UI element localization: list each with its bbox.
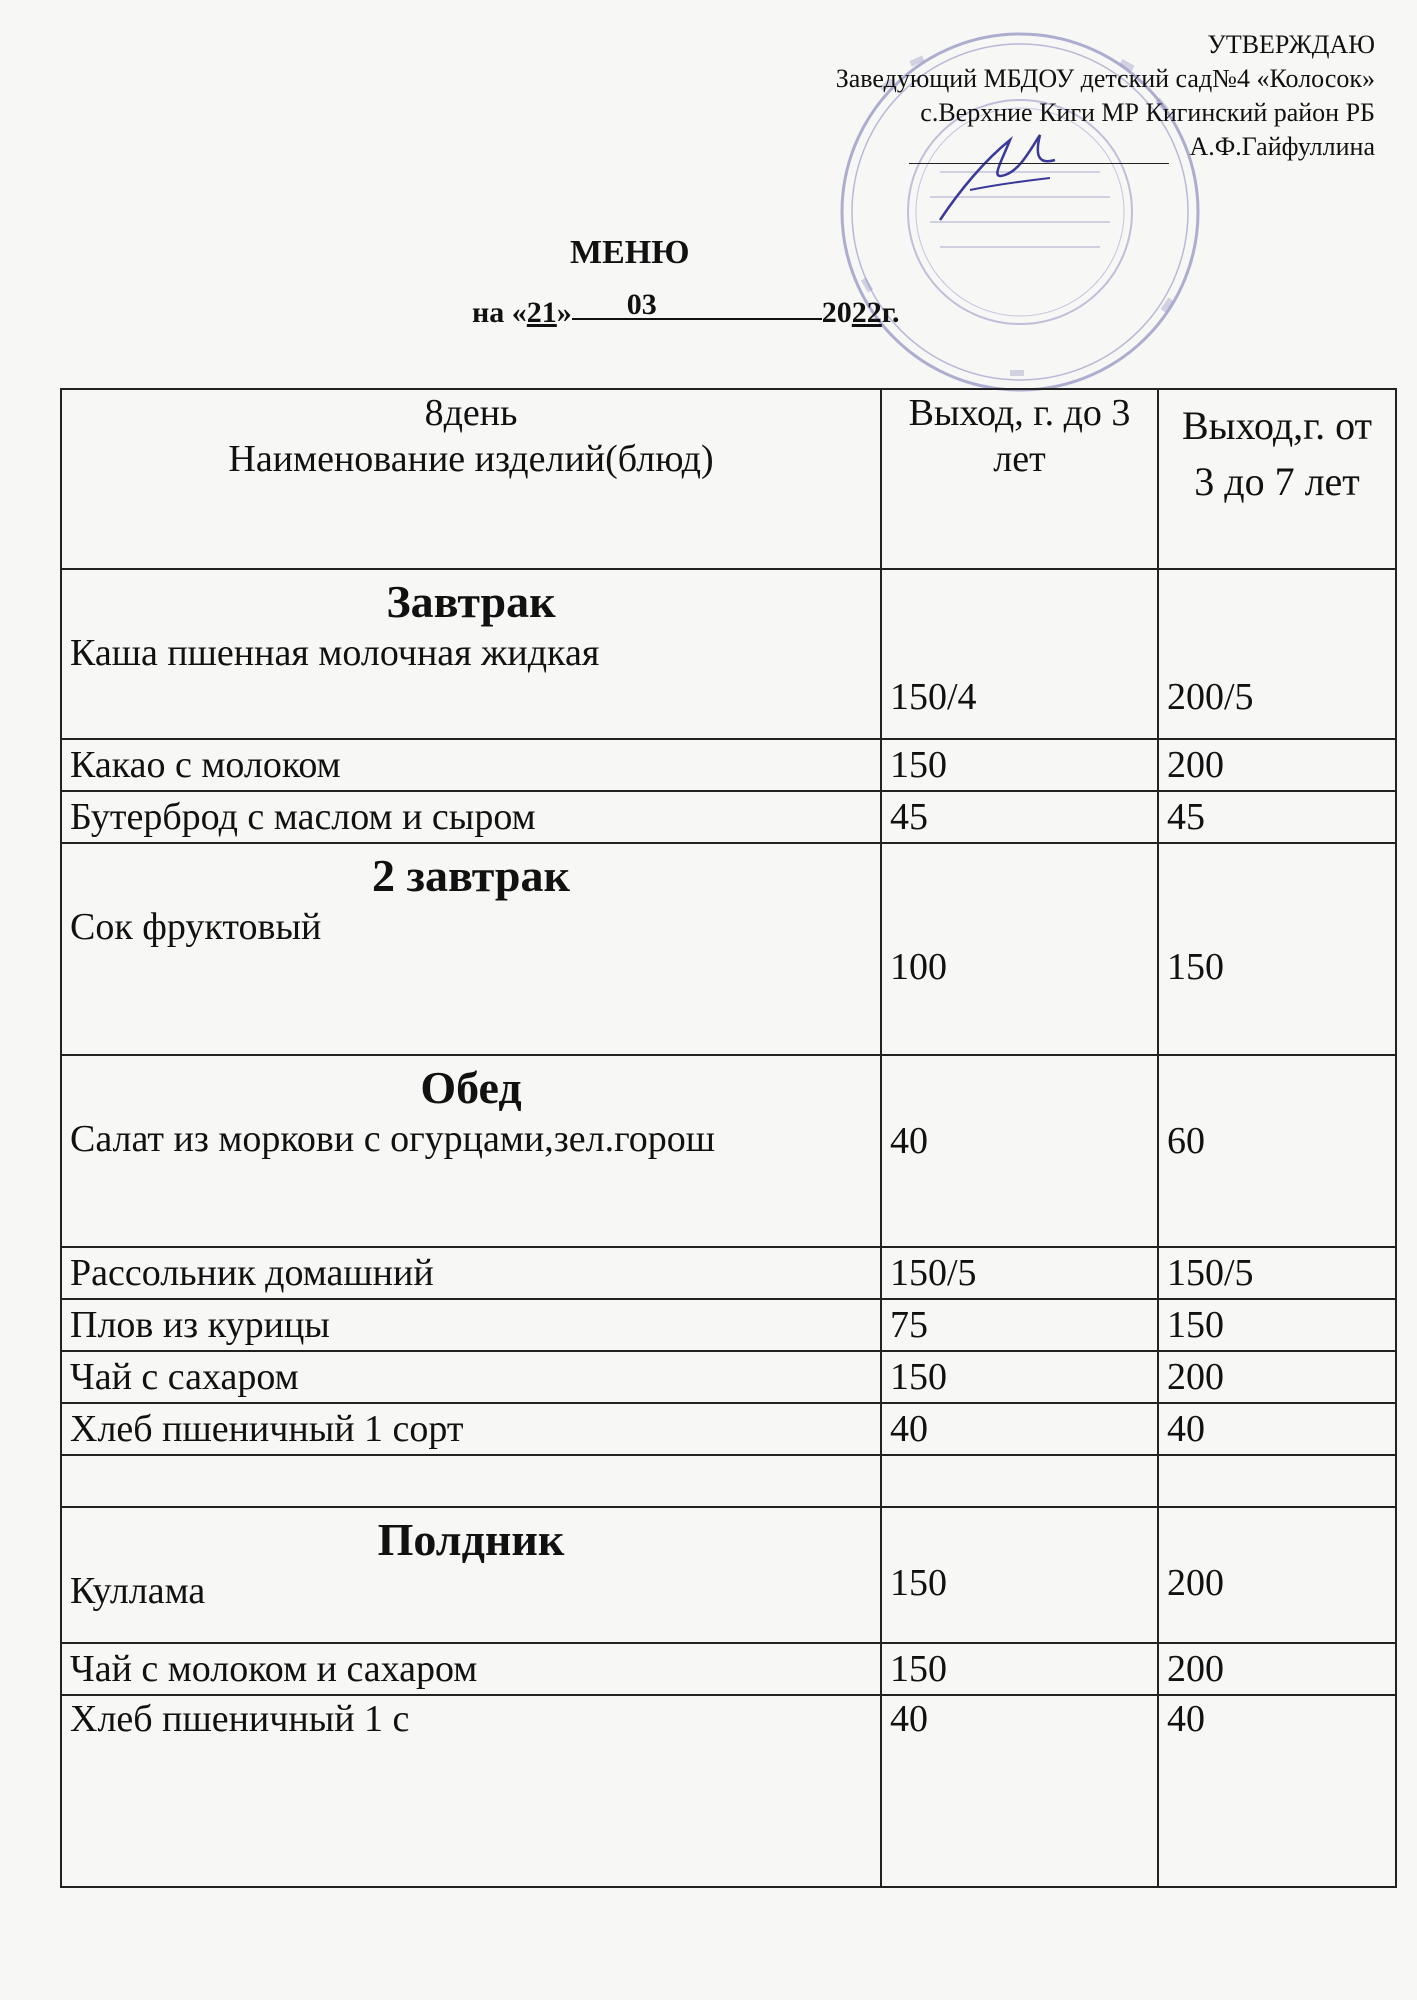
yield-3to7: 200 [1167, 1562, 1224, 1604]
yield-3to7: 200 [1167, 1648, 1224, 1690]
date-year-prefix: 20 [821, 296, 852, 329]
dish-name: Рассольник домашний [70, 1252, 434, 1294]
dish-name: Каша пшенная молочная жидкая [70, 632, 600, 674]
dish-name: Сок фруктовый [70, 906, 322, 948]
dish-name: Какао с молоком [70, 744, 341, 786]
yield-3to7: 200 [1167, 1356, 1224, 1398]
approval-title: УТВЕРЖДАЮ [1207, 30, 1375, 59]
yield-3to7: 200 [1167, 744, 1224, 786]
header-col2: Выход, г. до 3 лет [881, 389, 1158, 569]
menu-table [60, 388, 1397, 1888]
table-row [61, 1247, 1396, 1299]
table-row [61, 1351, 1396, 1403]
dish-name: Хлеб пшеничный 1 с [70, 1698, 410, 1740]
approval-name: А.Ф.Гайфуллина [1189, 132, 1375, 161]
date-month: 03 [572, 292, 822, 320]
header-name [61, 389, 881, 569]
yield-under3: 150 [890, 1356, 947, 1398]
date-mid: » [556, 296, 572, 329]
dish-name: Салат из моркови с огурцами,зел.горош [70, 1118, 715, 1160]
table-header [61, 389, 1396, 569]
approval-block [836, 28, 1375, 164]
yield-under3: 75 [890, 1304, 928, 1346]
approval-location: с.Верхние Киги МР Кигинский район РБ [920, 98, 1375, 127]
yield-under3: 40 [890, 1698, 928, 1740]
yield-3to7: 150/5 [1167, 1252, 1254, 1294]
yield-3to7: 60 [1167, 1120, 1205, 1162]
header-col3: Выход,г. от 3 до 7 лет [1158, 389, 1396, 569]
table-row-empty [61, 1455, 1396, 1507]
menu-date [472, 288, 900, 330]
table-row [61, 1643, 1396, 1695]
date-day: 21 [526, 296, 557, 329]
yield-under3: 150 [890, 1648, 947, 1690]
yield-3to7: 45 [1167, 796, 1205, 838]
yield-3to7: 150 [1167, 1304, 1224, 1346]
table-row [61, 1299, 1396, 1351]
yield-under3: 40 [890, 1408, 928, 1450]
table-row [61, 739, 1396, 791]
table-row [61, 791, 1396, 843]
yield-3to7: 200/5 [1167, 676, 1254, 718]
dish-name: Плов из курицы [70, 1304, 330, 1346]
meal-heading-snack: Полдник [377, 1514, 565, 1565]
header-dish: Наименование изделий(блюд) [228, 438, 714, 480]
meal-heading-second-breakfast: 2 завтрак [372, 850, 570, 901]
signature-line [909, 141, 1169, 164]
header-day: 8день [424, 392, 518, 434]
table-row [61, 1695, 1396, 1887]
yield-3to7: 40 [1167, 1408, 1205, 1450]
dish-name: Бутерброд с маслом и сыром [70, 796, 536, 838]
meal-heading-breakfast: Завтрак [386, 576, 556, 627]
approval-position: Заведующий МБДОУ детский сад№4 «Колосок» [835, 64, 1375, 93]
yield-under3: 150/4 [890, 676, 977, 718]
yield-under3: 150 [890, 744, 947, 786]
dish-name: Хлеб пшеничный 1 сорт [70, 1408, 464, 1450]
yield-3to7: 150 [1167, 946, 1224, 988]
meal-heading-lunch: Обед [420, 1062, 522, 1113]
date-end: г. [881, 296, 900, 329]
dish-name: Куллама [70, 1570, 206, 1612]
yield-under3: 100 [890, 946, 947, 988]
yield-3to7: 40 [1167, 1698, 1205, 1740]
yield-under3: 150/5 [890, 1252, 977, 1294]
table-row [61, 569, 1396, 739]
menu-title: МЕНЮ [570, 234, 690, 271]
yield-under3: 45 [890, 796, 928, 838]
approval-signature-row [836, 130, 1375, 164]
table-row [61, 1403, 1396, 1455]
table-row [61, 843, 1396, 1055]
yield-under3: 40 [890, 1120, 928, 1162]
table-row [61, 1055, 1396, 1247]
yield-under3: 150 [890, 1562, 947, 1604]
table-row [61, 1507, 1396, 1643]
dish-name: Чай с молоком и сахаром [70, 1648, 478, 1690]
dish-name: Чай с сахаром [70, 1356, 299, 1398]
date-year-suffix: 22 [851, 296, 882, 329]
date-prefix: на « [472, 296, 527, 329]
